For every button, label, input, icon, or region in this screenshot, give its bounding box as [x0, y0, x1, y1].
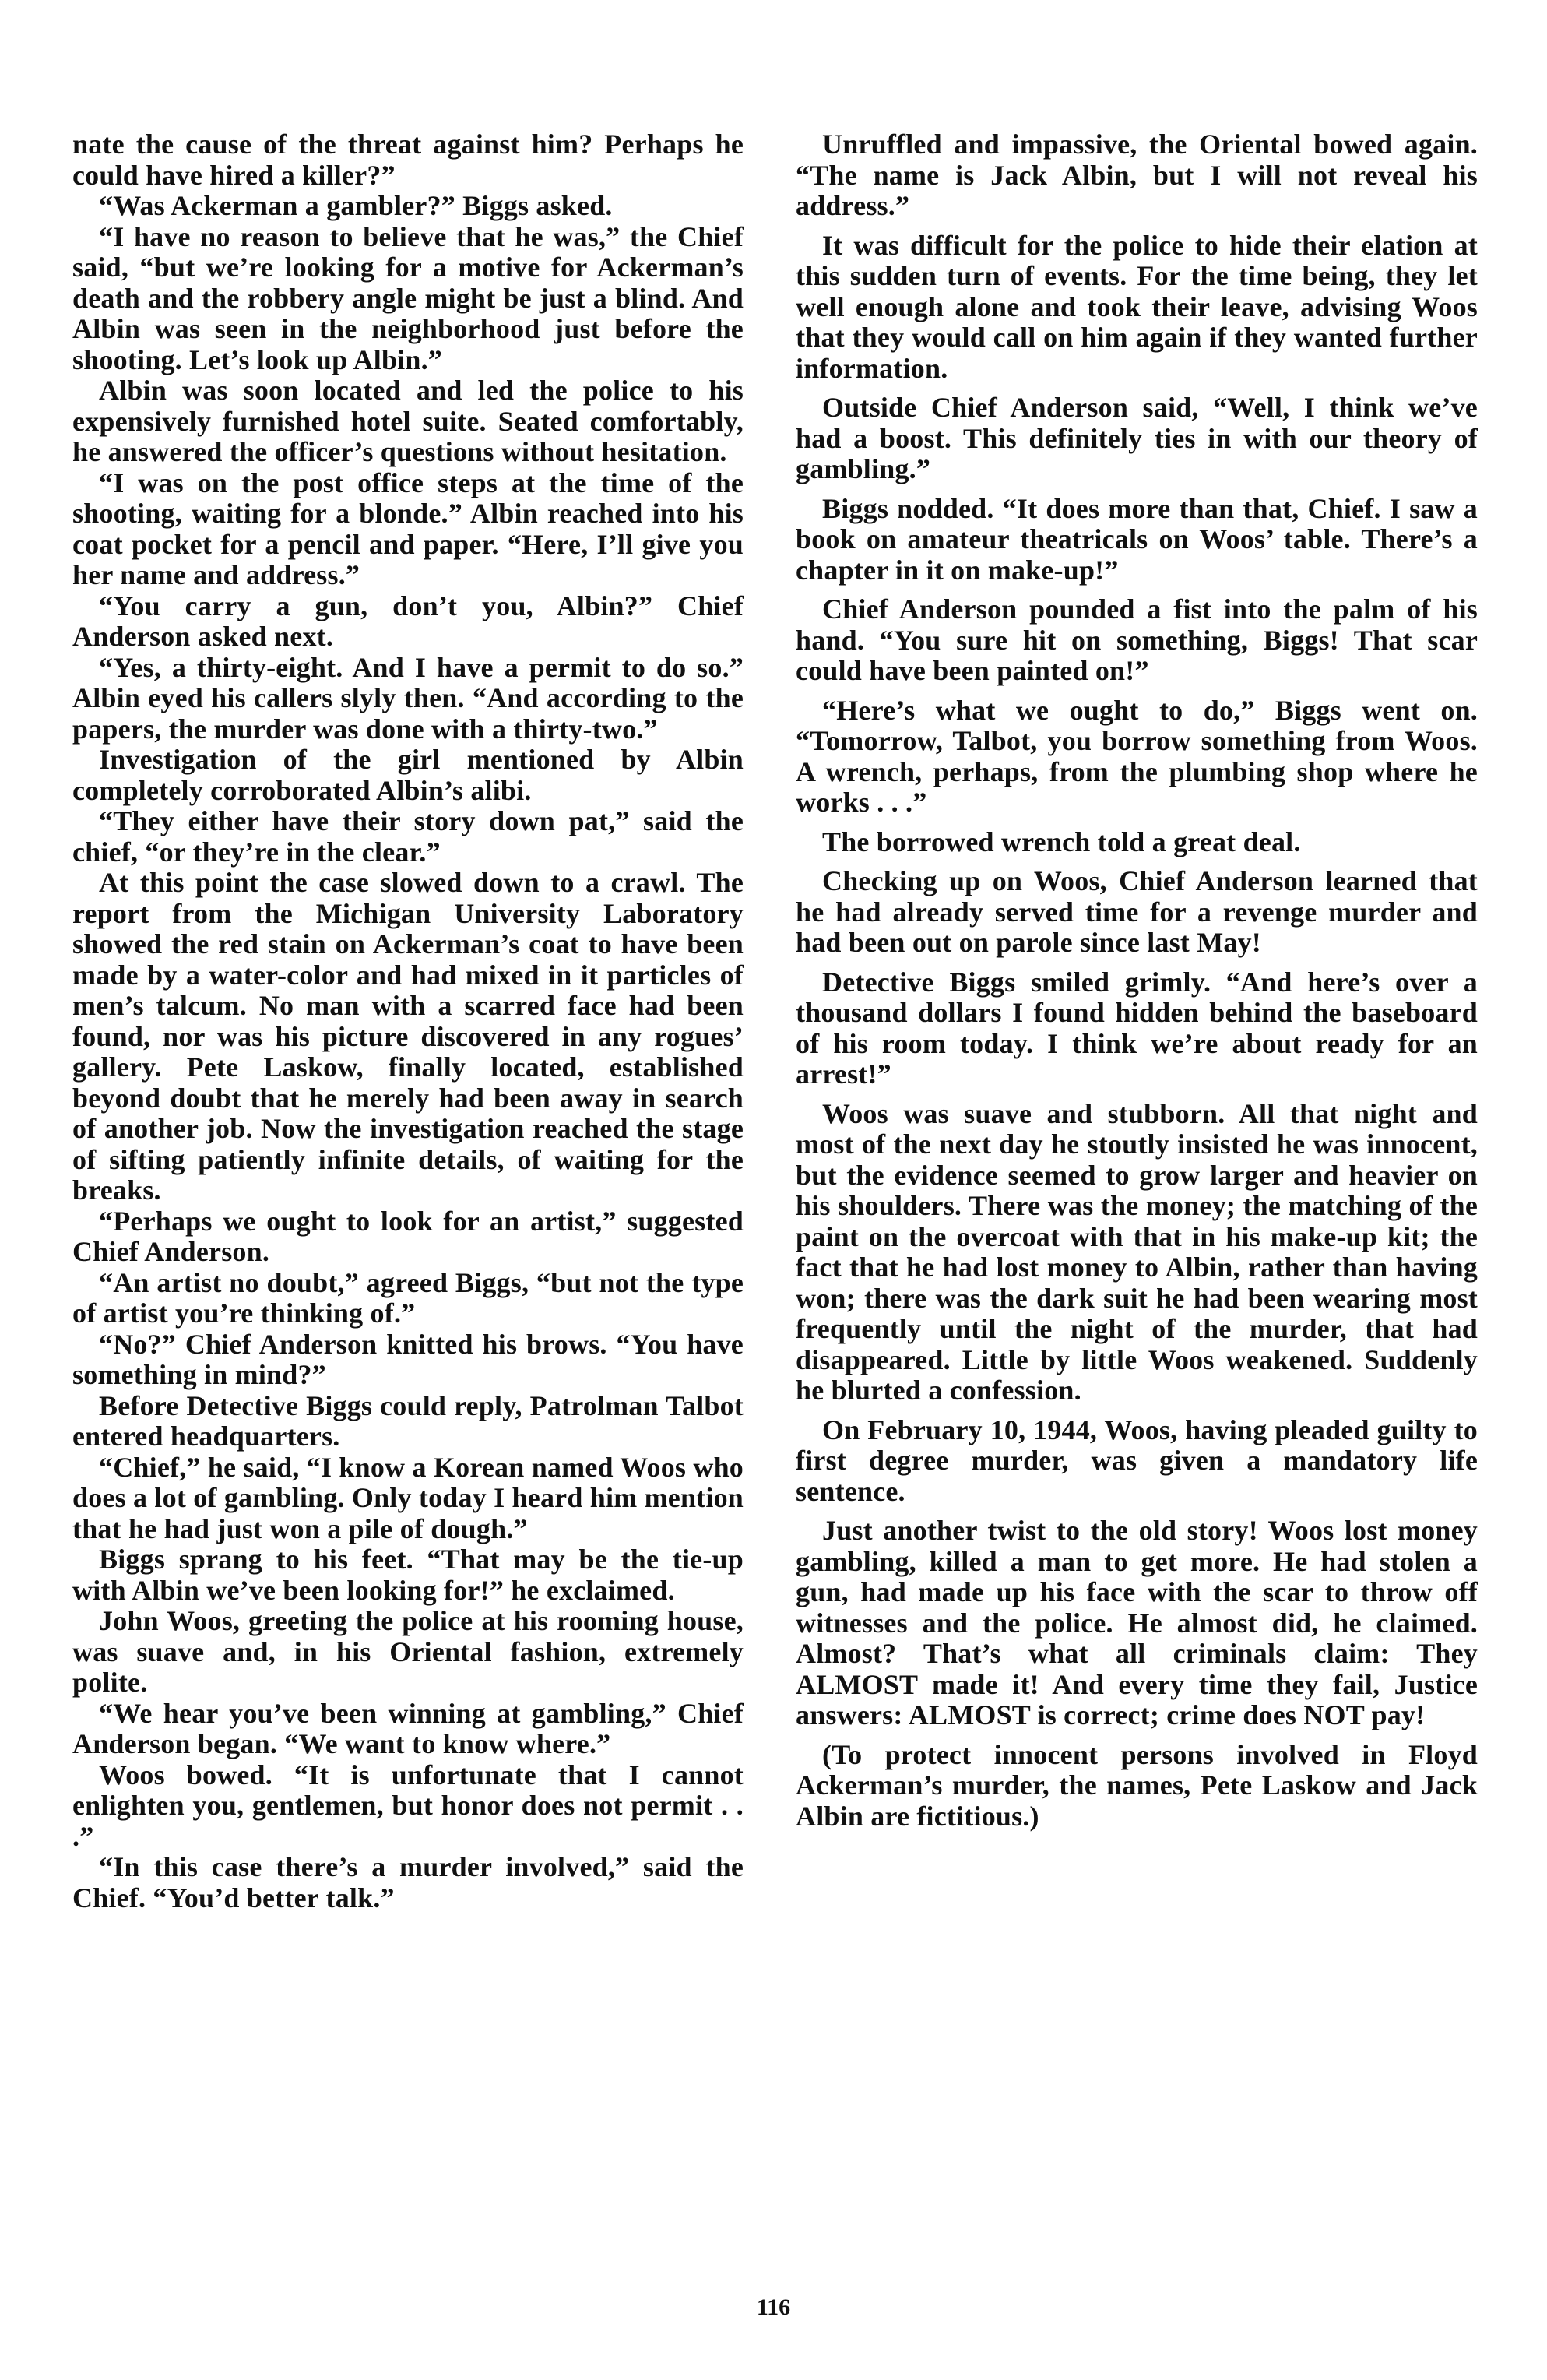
paragraph: “Was Ackerman a gambler?” Biggs asked. [99, 190, 613, 221]
paragraph: It was difficult for the police to hide their elation at this sudden turn of events. For the time being, they let well enough alone and took their leave, advising Woos that they would call on him again if they wanted further information. [796, 229, 1478, 384]
paragraph: Biggs sprang to his feet. “That may be the tie-up with Albin we’ve been looking for!” he exclaimed. [72, 1544, 744, 1606]
left-text-column [72, 129, 744, 1914]
paragraph: “In this case there’s a murder involved,” said the Chief. “You’d better talk.” [72, 1851, 744, 1914]
paragraph: nate the cause of the threat against him? Perhaps he could have hired a killer?” [72, 129, 744, 191]
paragraph: “Here’s what we ought to do,” Biggs went on. “Tomorrow, Talbot, you borrow something from Woos. A wrench, perhaps, from the plumbing shop where he works . . .” [796, 694, 1478, 818]
paragraph: Investigation of the girl mentioned by Albin completely corroborated Albin’s alibi. [72, 744, 744, 806]
paragraph: “An artist no doubt,” agreed Biggs, “but not the type of artist you’re thinking of.” [72, 1266, 744, 1329]
paragraph: “I was on the post office steps at the time of the shooting, waiting for a blonde.” Albin reached into his coat pocket for a pencil and paper. “Here, I’ll give you her name and address.” [72, 466, 744, 590]
paragraph: At this point the case slowed down to a crawl. The report from the Michigan University Laboratory showed the red stain on Ackerman’s coat to have been made by a water-color and had mixed in it particles of men’s talcum. No man with a scarred face had been found, nor was his picture discovered in any rogues’ gallery. Pete Laskow, finally located, established beyond doubt that he merely had been away in search of another job. Now the investigation reached the stage of sifting patiently infinite details, of waiting for the breaks. [72, 867, 744, 1206]
paragraph: “They either have their story down pat,” said the chief, “or they’re in the clear.” [72, 805, 744, 868]
paragraph: “Chief,” he said, “I know a Korean named Woos who does a lot of gambling. Only today I heard him mention that he had just won a pile of dough.” [72, 1451, 744, 1544]
page-number: 116 [756, 2294, 791, 2320]
paragraph: Checking up on Woos, Chief Anderson learned that he had already served time for a revenge murder and had been out on parole since last May! [796, 865, 1478, 958]
paragraph: “We hear you’ve been winning at gambling,” Chief Anderson began. “We want to know where.” [72, 1697, 744, 1759]
paragraph: “No?” Chief Anderson knitted his brows. “You have something in mind?” [72, 1328, 744, 1390]
paragraph: Before Detective Biggs could reply, Patrolman Talbot entered headquarters. [72, 1389, 744, 1452]
paragraph: Just another twist to the old story! Woos lost money gambling, killed a man to get more. He had stolen a gun, had made up his face with the scar to throw off witnesses and the police. He almost did, he claimed. Almost? That’s what all criminals claim: They ALMOST made it! And every time they fail, Justice answers: ALMOST is correct; crime does NOT pay! [796, 1515, 1478, 1730]
paragraph: Outside Chief Anderson said, “Well, I think we’ve had a boost. This definitely ties in with our theory of gambling.” [796, 392, 1478, 484]
paragraph: “I have no reason to believe that he was,” the Chief said, “but we’re looking for a motive for Ackerman’s death and the robbery angle might be just a blind. And Albin was seen in the neighborhood just before the shooting. Let’s look up Albin.” [72, 220, 744, 375]
paragraph: (To protect innocent persons involved in Floyd Ackerman’s murder, the names, Pete Laskow and Jack Albin are fictitious.) [796, 1738, 1478, 1832]
paragraph: Albin was soon located and led the police to his expensively furnished hotel suite. Seated comfortably, he answered the officer’s questions without hesitation. [72, 375, 744, 467]
paragraph: Biggs nodded. “It does more than that, Chief. I saw a book on amateur theatricals on Woos’ table. There’s a chapter in it on make-up!” [796, 492, 1478, 586]
paragraph: “Yes, a thirty-eight. And I have a permit to do so.” Albin eyed his callers slyly then. “And according to the papers, the murder was done with a thirty-two.” [72, 651, 744, 745]
paragraph: The borrowed wrench told a great deal. [822, 826, 1301, 857]
paragraph: Unruffled and impassive, the Oriental bowed again. “The name is Jack Albin, but I will not reveal his address.” [796, 129, 1478, 221]
paragraph: Woos was suave and stubborn. All that night and most of the next day he stoutly insisted he was innocent, but the evidence seemed to grow larger and heavier on his shoulders. There was the money; the matching of the paint on the overcoat with that in his make-up kit; the fact that he had lost money to Albin, rather than having won; there was the dark suit he had been wearing most frequently until the night of the murder, that had disappeared. Little by little Woos weakened. Suddenly he blurted a confession. [796, 1097, 1478, 1406]
right-text-column [796, 129, 1478, 1840]
paragraph: John Woos, greeting the police at his rooming house, was suave and, in his Oriental fashion, extremely polite. [72, 1605, 744, 1698]
paragraph: Detective Biggs smiled grimly. “And here’s over a thousand dollars I found hidden behind the baseboard of his room today. I think we’re about ready for an arrest!” [796, 966, 1478, 1090]
paragraph: Chief Anderson pounded a fist into the palm of his hand. “You sure hit on something, Biggs! That scar could have been painted on!” [796, 593, 1478, 686]
paragraph: Woos bowed. “It is unfortunate that I cannot enlighten you, gentlemen, but honor does not permit . . .” [72, 1759, 744, 1852]
paragraph: On February 10, 1944, Woos, having pleaded guilty to first degree murder, was given a mandatory life sentence. [796, 1414, 1478, 1507]
paragraph: “Perhaps we ought to look for an artist,” suggested Chief Anderson. [72, 1205, 744, 1267]
paragraph: “You carry a gun, don’t you, Albin?” Chief Anderson asked next. [72, 590, 744, 652]
